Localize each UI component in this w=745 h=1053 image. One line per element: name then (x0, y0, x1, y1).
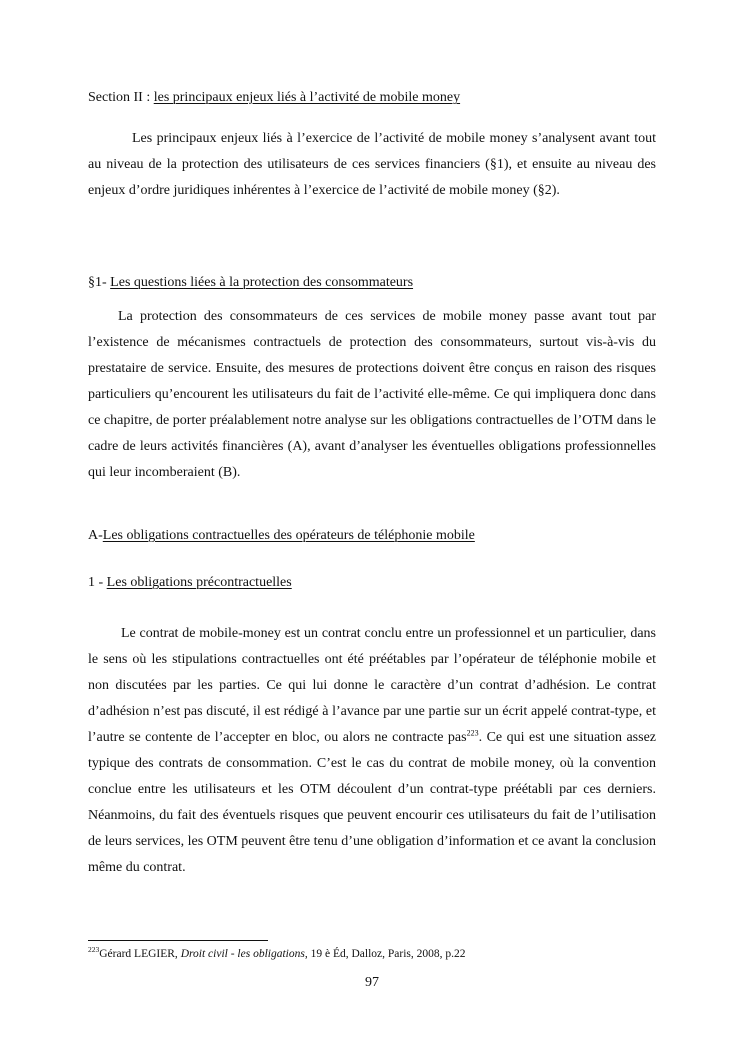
final-paragraph-part2: . Ce qui est une situation assez typique des contrats de consommation. C’est le cas du contrat de mobile money, où la convention conclue entre les utilisateurs et les OTM découlent d’un contrat-type préétabli par ces derniers. Néanmoins, du fait des éventuels risques que peuvent encourir ces utilisateurs du fait de l’utilisation de leurs services, les OTM peuvent être tenu d’une obligation d’information et ce avant la conclusion même du contrat. (88, 730, 656, 875)
subsection-1-paragraph: La protection des consommateurs de ces services de mobile money passe avant tout par l’existence de mécanismes contractuels de protection des consommateurs, surtout vis-à-vis du prestataire de service. Ensuite, des mesures de protections doivent être conçus en raison des risques particuliers qu’encourent les utilisateurs du fait de l’activité elle-même. Ce qui impliquera donc dans ce chapitre, de porter préalablement notre analyse sur les obligations contractuelles de l’OTM dans le cadre de leurs activités financières (A), avant d’analyser les éventuelles obligations professionnelles qui leur incomberaient (B). (88, 309, 656, 480)
footnote-rest: , 19 è Éd, Dalloz, Paris, 2008, p.22 (304, 948, 466, 960)
footnote (88, 946, 466, 962)
section-title-text: les principaux enjeux liés à l’activité de mobile money (153, 90, 461, 105)
subsection-1-text: Les questions liées à la protection des consommateurs (110, 275, 414, 290)
final-paragraph-part1: Le contrat de mobile-money est un contrat conclu entre un professionnel et un particulier, dans le sens où les stipulations contractuelles ont été préétables par l’opérateur de téléphonie mobile et non discutées par les parties. Ce qui lui donne le caractère d’un contrat d’adhésion. Le contrat d’adhésion n’est pas discuté, il est rédigé à l’avance par une partie sur un écrit appelé contrat-type, et l’autre se contente de l’accepter en bloc, ou alors ne contracte pas (88, 626, 656, 745)
heading-a (88, 527, 475, 545)
footnote-reference: 223 (466, 728, 479, 738)
page-number: 97 (365, 975, 379, 990)
subsection-1-heading (88, 274, 413, 292)
heading-1-prefix: 1 - (88, 575, 107, 590)
section-title-prefix: Section II : (88, 90, 154, 105)
footnote-divider (88, 940, 268, 941)
final-paragraph (88, 621, 656, 881)
heading-a-text: Les obligations contractuelles des opérateurs de téléphonie mobile (102, 528, 475, 543)
footnote-author: Gérard LEGIER, (99, 948, 181, 960)
footnote-title: Droit civil - les obligations (180, 948, 305, 960)
document-page (88, 0, 656, 1053)
heading-1 (88, 574, 292, 592)
section-title (88, 89, 460, 107)
intro-paragraph: Les principaux enjeux liés à l’exercice de l’activité de mobile money s’analysent avant tout au niveau de la protection des utilisateurs de ces services financiers (§1), et ensuite au niveau des enjeux d’ordre juridiques inhérentes à l’exercice de l’activité de mobile money (§2). (88, 131, 656, 198)
heading-a-prefix: A- (88, 528, 103, 543)
subsection-1-prefix: §1- (88, 275, 111, 290)
heading-1-text: Les obligations précontractuelles (106, 575, 292, 590)
footnote-number: 223 (88, 945, 100, 955)
